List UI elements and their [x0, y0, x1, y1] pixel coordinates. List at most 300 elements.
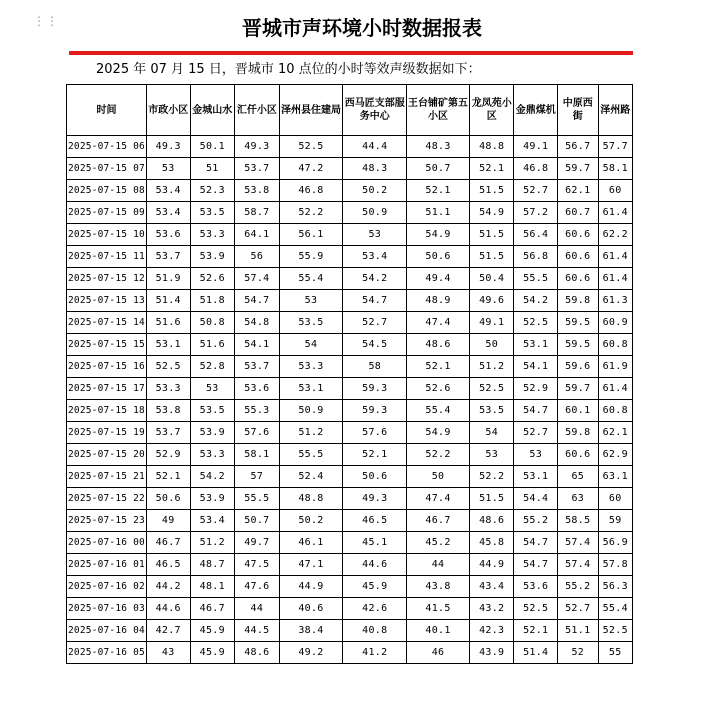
- value-cell: 45.9: [190, 642, 235, 664]
- value-cell: 52.2: [469, 466, 514, 488]
- value-cell: 43.4: [469, 576, 514, 598]
- table-row: [67, 246, 633, 268]
- value-cell: 60.6: [558, 444, 599, 466]
- value-cell: 50.1: [190, 136, 235, 158]
- value-cell: 44.2: [146, 576, 190, 598]
- value-cell: 54.8: [235, 312, 280, 334]
- value-cell: 58.1: [235, 444, 280, 466]
- table-row: [67, 422, 633, 444]
- value-cell: 52.5: [598, 620, 632, 642]
- value-cell: 44.9: [469, 554, 514, 576]
- value-cell: 57.4: [558, 532, 599, 554]
- value-cell: 53.5: [469, 400, 514, 422]
- value-cell: 48.7: [190, 554, 235, 576]
- value-cell: 51.2: [279, 422, 343, 444]
- value-cell: 54.9: [407, 224, 470, 246]
- value-cell: 59: [598, 510, 632, 532]
- value-cell: 57.2: [514, 202, 558, 224]
- column-header: 泽州路: [598, 85, 632, 136]
- value-cell: 57.6: [343, 422, 407, 444]
- value-cell: 62.2: [598, 224, 632, 246]
- table-row: [67, 642, 633, 664]
- value-cell: 55.4: [279, 268, 343, 290]
- value-cell: 55.2: [558, 576, 599, 598]
- value-cell: 53: [146, 158, 190, 180]
- value-cell: 52.7: [558, 598, 599, 620]
- time-cell: 2025-07-15 16: [67, 356, 147, 378]
- time-cell: 2025-07-15 14: [67, 312, 147, 334]
- value-cell: 59.7: [558, 158, 599, 180]
- value-cell: 56: [235, 246, 280, 268]
- value-cell: 46.5: [343, 510, 407, 532]
- time-cell: 2025-07-15 11: [67, 246, 147, 268]
- value-cell: 53.6: [235, 378, 280, 400]
- value-cell: 57: [235, 466, 280, 488]
- value-cell: 58.7: [235, 202, 280, 224]
- value-cell: 46.7: [146, 532, 190, 554]
- intro-paragraph: 2025 年 07 月 15 日，晋城市 10 点位的小时等效声级数据如下：: [96, 62, 481, 77]
- value-cell: 40.8: [343, 620, 407, 642]
- column-header: 中原西街: [558, 85, 599, 136]
- value-cell: 50.2: [279, 510, 343, 532]
- time-cell: 2025-07-15 21: [67, 466, 147, 488]
- column-header: 时间: [67, 85, 147, 136]
- value-cell: 52.1: [343, 444, 407, 466]
- value-cell: 53.4: [146, 180, 190, 202]
- value-cell: 46.8: [514, 158, 558, 180]
- table-row: [67, 488, 633, 510]
- value-cell: 51.4: [146, 290, 190, 312]
- table-row: [67, 598, 633, 620]
- value-cell: 47.4: [407, 312, 470, 334]
- value-cell: 60.7: [558, 202, 599, 224]
- value-cell: 44: [407, 554, 470, 576]
- value-cell: 50.6: [343, 466, 407, 488]
- time-cell: 2025-07-16 02: [67, 576, 147, 598]
- value-cell: 53.4: [190, 510, 235, 532]
- value-cell: 56.3: [598, 576, 632, 598]
- value-cell: 47.1: [279, 554, 343, 576]
- value-cell: 53.1: [279, 378, 343, 400]
- value-cell: 42.3: [469, 620, 514, 642]
- value-cell: 60: [598, 180, 632, 202]
- value-cell: 49.1: [469, 312, 514, 334]
- table-row: [67, 378, 633, 400]
- value-cell: 56.1: [279, 224, 343, 246]
- value-cell: 53.9: [190, 422, 235, 444]
- value-cell: 52.7: [514, 422, 558, 444]
- value-cell: 60.6: [558, 246, 599, 268]
- table-row: [67, 620, 633, 642]
- value-cell: 51.2: [190, 532, 235, 554]
- value-cell: 44.9: [279, 576, 343, 598]
- table-row: [67, 158, 633, 180]
- value-cell: 44.4: [343, 136, 407, 158]
- table-row: [67, 444, 633, 466]
- value-cell: 57.8: [598, 554, 632, 576]
- table-row: [67, 268, 633, 290]
- column-header: 龙凤苑小区: [469, 85, 514, 136]
- value-cell: 60: [598, 488, 632, 510]
- value-cell: 52.5: [146, 356, 190, 378]
- value-cell: 50.8: [190, 312, 235, 334]
- table-row: [67, 224, 633, 246]
- value-cell: 55.2: [514, 510, 558, 532]
- value-cell: 51.5: [469, 488, 514, 510]
- value-cell: 52: [558, 642, 599, 664]
- table-row: [67, 290, 633, 312]
- value-cell: 62.1: [598, 422, 632, 444]
- value-cell: 60.8: [598, 334, 632, 356]
- value-cell: 47.2: [279, 158, 343, 180]
- value-cell: 63: [558, 488, 599, 510]
- value-cell: 51.1: [407, 202, 470, 224]
- value-cell: 56.9: [598, 532, 632, 554]
- time-cell: 2025-07-15 17: [67, 378, 147, 400]
- value-cell: 51.1: [558, 620, 599, 642]
- value-cell: 59.6: [558, 356, 599, 378]
- value-cell: 40.1: [407, 620, 470, 642]
- time-cell: 2025-07-16 05: [67, 642, 147, 664]
- time-cell: 2025-07-15 13: [67, 290, 147, 312]
- value-cell: 54.7: [343, 290, 407, 312]
- value-cell: 54.2: [514, 290, 558, 312]
- value-cell: 53.7: [235, 356, 280, 378]
- value-cell: 47.5: [235, 554, 280, 576]
- value-cell: 42.7: [146, 620, 190, 642]
- value-cell: 55.5: [514, 268, 558, 290]
- value-cell: 50.9: [279, 400, 343, 422]
- table-row: [67, 312, 633, 334]
- value-cell: 58: [343, 356, 407, 378]
- value-cell: 56.8: [514, 246, 558, 268]
- column-header: 市政小区: [146, 85, 190, 136]
- value-cell: 46.8: [279, 180, 343, 202]
- table-row: [67, 180, 633, 202]
- value-cell: 46: [407, 642, 470, 664]
- value-cell: 54.7: [514, 400, 558, 422]
- value-cell: 53: [343, 224, 407, 246]
- value-cell: 50.7: [235, 510, 280, 532]
- value-cell: 40.6: [279, 598, 343, 620]
- value-cell: 50.6: [407, 246, 470, 268]
- time-cell: 2025-07-15 22: [67, 488, 147, 510]
- value-cell: 48.8: [469, 136, 514, 158]
- value-cell: 49.3: [343, 488, 407, 510]
- drag-handle-icon[interactable]: ⋮⋮: [33, 14, 59, 28]
- value-cell: 61.4: [598, 202, 632, 224]
- value-cell: 52.2: [407, 444, 470, 466]
- time-cell: 2025-07-15 12: [67, 268, 147, 290]
- value-cell: 61.4: [598, 378, 632, 400]
- value-cell: 53.5: [190, 202, 235, 224]
- column-header: 西马匠支部服务中心: [343, 85, 407, 136]
- value-cell: 54.9: [407, 422, 470, 444]
- value-cell: 42.6: [343, 598, 407, 620]
- time-cell: 2025-07-15 20: [67, 444, 147, 466]
- value-cell: 43.8: [407, 576, 470, 598]
- value-cell: 55.4: [598, 598, 632, 620]
- value-cell: 54.7: [514, 554, 558, 576]
- value-cell: 47.6: [235, 576, 280, 598]
- value-cell: 60.1: [558, 400, 599, 422]
- value-cell: 47.4: [407, 488, 470, 510]
- value-cell: 60.9: [598, 312, 632, 334]
- table-row: [67, 334, 633, 356]
- value-cell: 49.6: [469, 290, 514, 312]
- value-cell: 55.5: [279, 444, 343, 466]
- value-cell: 45.9: [190, 620, 235, 642]
- table-row: [67, 202, 633, 224]
- value-cell: 54.9: [469, 202, 514, 224]
- value-cell: 53.3: [190, 224, 235, 246]
- value-cell: 46.1: [279, 532, 343, 554]
- value-cell: 50.7: [407, 158, 470, 180]
- value-cell: 53.4: [343, 246, 407, 268]
- time-cell: 2025-07-16 04: [67, 620, 147, 642]
- value-cell: 53.8: [235, 180, 280, 202]
- value-cell: 53.9: [190, 246, 235, 268]
- value-cell: 48.6: [469, 510, 514, 532]
- value-cell: 50.9: [343, 202, 407, 224]
- value-cell: 59.8: [558, 290, 599, 312]
- value-cell: 59.5: [558, 312, 599, 334]
- value-cell: 53.8: [146, 400, 190, 422]
- table-body: [67, 136, 633, 664]
- value-cell: 63.1: [598, 466, 632, 488]
- time-cell: 2025-07-15 10: [67, 224, 147, 246]
- table-row: [67, 532, 633, 554]
- table-row: [67, 554, 633, 576]
- value-cell: 53.3: [190, 444, 235, 466]
- value-cell: 52.4: [279, 466, 343, 488]
- value-cell: 52.5: [514, 598, 558, 620]
- value-cell: 53.3: [146, 378, 190, 400]
- value-cell: 41.2: [343, 642, 407, 664]
- value-cell: 45.1: [343, 532, 407, 554]
- time-cell: 2025-07-15 23: [67, 510, 147, 532]
- value-cell: 59.7: [558, 378, 599, 400]
- time-cell: 2025-07-16 01: [67, 554, 147, 576]
- value-cell: 45.9: [343, 576, 407, 598]
- value-cell: 51.5: [469, 180, 514, 202]
- table-header-row: [67, 85, 633, 136]
- time-cell: 2025-07-15 09: [67, 202, 147, 224]
- value-cell: 53: [279, 290, 343, 312]
- value-cell: 54.2: [343, 268, 407, 290]
- value-cell: 48.3: [407, 136, 470, 158]
- value-cell: 53.1: [514, 466, 558, 488]
- value-cell: 57.7: [598, 136, 632, 158]
- time-cell: 2025-07-15 06: [67, 136, 147, 158]
- value-cell: 51.6: [190, 334, 235, 356]
- value-cell: 48.6: [235, 642, 280, 664]
- value-cell: 57.6: [235, 422, 280, 444]
- value-cell: 51.2: [469, 356, 514, 378]
- value-cell: 52.9: [514, 378, 558, 400]
- value-cell: 61.4: [598, 268, 632, 290]
- value-cell: 48.8: [279, 488, 343, 510]
- value-cell: 44.5: [235, 620, 280, 642]
- value-cell: 52.7: [343, 312, 407, 334]
- value-cell: 61.9: [598, 356, 632, 378]
- value-cell: 54.4: [514, 488, 558, 510]
- value-cell: 49.2: [279, 642, 343, 664]
- value-cell: 51: [190, 158, 235, 180]
- value-cell: 53.6: [146, 224, 190, 246]
- value-cell: 52.6: [190, 268, 235, 290]
- value-cell: 52.1: [146, 466, 190, 488]
- time-cell: 2025-07-16 03: [67, 598, 147, 620]
- table-row: [67, 576, 633, 598]
- value-cell: 50.4: [469, 268, 514, 290]
- value-cell: 61.4: [598, 246, 632, 268]
- value-cell: 48.1: [190, 576, 235, 598]
- table-row: [67, 136, 633, 158]
- value-cell: 55.3: [235, 400, 280, 422]
- value-cell: 60.8: [598, 400, 632, 422]
- value-cell: 48.3: [343, 158, 407, 180]
- value-cell: 52.2: [279, 202, 343, 224]
- column-header: 泽州县住建局: [279, 85, 343, 136]
- value-cell: 53.5: [190, 400, 235, 422]
- value-cell: 53.3: [279, 356, 343, 378]
- value-cell: 52.1: [407, 356, 470, 378]
- value-cell: 57.4: [558, 554, 599, 576]
- value-cell: 49.1: [514, 136, 558, 158]
- time-cell: 2025-07-15 18: [67, 400, 147, 422]
- value-cell: 59.5: [558, 334, 599, 356]
- value-cell: 45.8: [469, 532, 514, 554]
- value-cell: 54.7: [514, 532, 558, 554]
- value-cell: 50.2: [343, 180, 407, 202]
- value-cell: 44.6: [343, 554, 407, 576]
- value-cell: 57.4: [235, 268, 280, 290]
- time-cell: 2025-07-15 15: [67, 334, 147, 356]
- value-cell: 46.5: [146, 554, 190, 576]
- value-cell: 53.7: [146, 422, 190, 444]
- value-cell: 41.5: [407, 598, 470, 620]
- value-cell: 54.5: [343, 334, 407, 356]
- value-cell: 64.1: [235, 224, 280, 246]
- value-cell: 52.7: [514, 180, 558, 202]
- value-cell: 49.7: [235, 532, 280, 554]
- time-cell: 2025-07-15 08: [67, 180, 147, 202]
- time-cell: 2025-07-16 00: [67, 532, 147, 554]
- value-cell: 53.1: [514, 334, 558, 356]
- value-cell: 65: [558, 466, 599, 488]
- value-cell: 54: [279, 334, 343, 356]
- value-cell: 52.5: [514, 312, 558, 334]
- value-cell: 62.1: [558, 180, 599, 202]
- table-row: [67, 466, 633, 488]
- value-cell: 48.9: [407, 290, 470, 312]
- column-header: 汇仟小区: [235, 85, 280, 136]
- value-cell: 53.7: [146, 246, 190, 268]
- value-cell: 54.7: [235, 290, 280, 312]
- value-cell: 59.3: [343, 378, 407, 400]
- value-cell: 48.6: [407, 334, 470, 356]
- value-cell: 53.7: [235, 158, 280, 180]
- value-cell: 49: [146, 510, 190, 532]
- value-cell: 51.8: [190, 290, 235, 312]
- value-cell: 54.2: [190, 466, 235, 488]
- value-cell: 58.5: [558, 510, 599, 532]
- value-cell: 60.6: [558, 268, 599, 290]
- value-cell: 43: [146, 642, 190, 664]
- value-cell: 55.5: [235, 488, 280, 510]
- value-cell: 59.8: [558, 422, 599, 444]
- table-row: [67, 400, 633, 422]
- value-cell: 43.2: [469, 598, 514, 620]
- value-cell: 53.9: [190, 488, 235, 510]
- value-cell: 54.1: [514, 356, 558, 378]
- value-cell: 52.8: [190, 356, 235, 378]
- value-cell: 53.1: [146, 334, 190, 356]
- value-cell: 55.4: [407, 400, 470, 422]
- value-cell: 44.6: [146, 598, 190, 620]
- value-cell: 52.5: [279, 136, 343, 158]
- value-cell: 51.6: [146, 312, 190, 334]
- column-header: 金城山水: [190, 85, 235, 136]
- value-cell: 51.5: [469, 246, 514, 268]
- value-cell: 52.9: [146, 444, 190, 466]
- value-cell: 38.4: [279, 620, 343, 642]
- value-cell: 59.3: [343, 400, 407, 422]
- value-cell: 55: [598, 642, 632, 664]
- value-cell: 49.4: [407, 268, 470, 290]
- table-row: [67, 356, 633, 378]
- value-cell: 52.5: [469, 378, 514, 400]
- value-cell: 44: [235, 598, 280, 620]
- column-header: 金鼎煤机: [514, 85, 558, 136]
- value-cell: 52.1: [469, 158, 514, 180]
- value-cell: 50.6: [146, 488, 190, 510]
- value-cell: 55.9: [279, 246, 343, 268]
- value-cell: 60.6: [558, 224, 599, 246]
- value-cell: 46.7: [407, 510, 470, 532]
- value-cell: 52.1: [514, 620, 558, 642]
- value-cell: 45.2: [407, 532, 470, 554]
- value-cell: 51.5: [469, 224, 514, 246]
- value-cell: 50: [469, 334, 514, 356]
- value-cell: 49.3: [146, 136, 190, 158]
- value-cell: 52.6: [407, 378, 470, 400]
- value-cell: 58.1: [598, 158, 632, 180]
- report-title: 晋城市声环境小时数据报表: [242, 16, 482, 40]
- time-cell: 2025-07-15 07: [67, 158, 147, 180]
- value-cell: 61.3: [598, 290, 632, 312]
- value-cell: 56.4: [514, 224, 558, 246]
- column-header: 王台铺矿第五小区: [407, 85, 470, 136]
- value-cell: 53: [190, 378, 235, 400]
- value-cell: 53: [469, 444, 514, 466]
- value-cell: 54: [469, 422, 514, 444]
- value-cell: 51.4: [514, 642, 558, 664]
- value-cell: 52.1: [407, 180, 470, 202]
- value-cell: 52.3: [190, 180, 235, 202]
- value-cell: 54.1: [235, 334, 280, 356]
- value-cell: 53.5: [279, 312, 343, 334]
- value-cell: 51.9: [146, 268, 190, 290]
- value-cell: 53: [514, 444, 558, 466]
- value-cell: 49.3: [235, 136, 280, 158]
- time-cell: 2025-07-15 19: [67, 422, 147, 444]
- table-row: [67, 510, 633, 532]
- value-cell: 62.9: [598, 444, 632, 466]
- value-cell: 50: [407, 466, 470, 488]
- title-divider: [69, 51, 633, 55]
